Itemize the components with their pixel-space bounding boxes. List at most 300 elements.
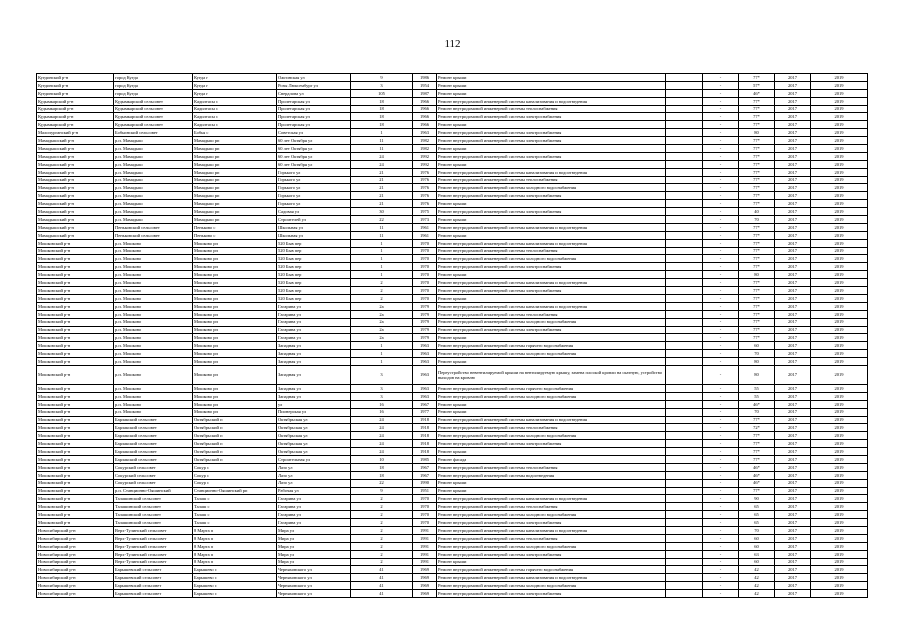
- cell-street: 520 Быв пер: [277, 279, 351, 287]
- cell-work-type: Ремонт внутридомовой инженерной системы теплоснабжения: [437, 534, 666, 542]
- cell-settlement: Барышевский сельсовет: [114, 582, 193, 590]
- cell-percent: 77*: [739, 152, 775, 160]
- cell-blank: [666, 408, 703, 416]
- cell-year-start: 2017: [775, 400, 811, 408]
- cell-street: Западная ул: [277, 365, 351, 384]
- cell-locality: Пеньково с: [193, 231, 277, 239]
- cell-percent: 77*: [739, 121, 775, 129]
- cell-district: Мошковский р-н: [37, 263, 114, 271]
- table-row: [37, 511, 868, 519]
- cell-year-built: 1918: [413, 448, 437, 456]
- cell-percent: 42: [739, 574, 775, 582]
- cell-year-built: 1969: [413, 566, 437, 574]
- cell-street: Черняховского ул: [277, 582, 351, 590]
- cell-house-number: 41: [351, 582, 413, 590]
- table-row: [37, 471, 868, 479]
- cell-blank: [666, 152, 703, 160]
- cell-district: Мамадышский р-н: [37, 208, 114, 216]
- cell-year-built: 1991: [413, 542, 437, 550]
- cell-house-number: 105: [351, 89, 413, 97]
- table-row: [37, 81, 868, 89]
- table-row: [37, 400, 868, 408]
- table-row: [37, 145, 868, 153]
- cell-street: 520 Быв пер: [277, 287, 351, 295]
- cell-year-start: 2017: [775, 350, 811, 358]
- cell-district: Мошковский р-н: [37, 384, 114, 392]
- cell-house-number: 2: [351, 550, 413, 558]
- cell-settlement: город Куеда: [114, 89, 193, 97]
- cell-house-number: 24: [351, 160, 413, 168]
- cell-work-type: Ремонт внутридомовой инженерной системы теплоснабжения: [437, 503, 666, 511]
- cell-house-number: 2а: [351, 326, 413, 334]
- cell-work-type: Ремонт крыши: [437, 448, 666, 456]
- cell-district: Мошковский р-н: [37, 279, 114, 287]
- cell-district: Куединский р-н: [37, 81, 114, 89]
- cell-district: Новосибирский р-н: [37, 590, 114, 598]
- cell-settlement: Барлакский сельсовет: [114, 440, 193, 448]
- cell-blank: [666, 590, 703, 598]
- cell-locality: Октябрьский п: [193, 440, 277, 448]
- cell-street: Пролетарская ул: [277, 113, 351, 121]
- cell-year-end: 2019: [811, 318, 868, 326]
- cell-locality: Мошково рп: [193, 239, 277, 247]
- cell-year-built: 1979: [413, 334, 437, 342]
- cell-year-start: 2017: [775, 105, 811, 113]
- cell-year-start: 2017: [775, 168, 811, 176]
- cell-settlement: Бобьинский сельсовет: [114, 129, 193, 137]
- cell-year-start: 2017: [775, 463, 811, 471]
- cell-street: Школьная ул: [277, 223, 351, 231]
- cell-year-built: 1970: [413, 495, 437, 503]
- cell-district: Новосибирский р-н: [37, 566, 114, 574]
- cell-percent: 77*: [739, 168, 775, 176]
- cell-blank: [666, 129, 703, 137]
- cell-percent: 65: [739, 503, 775, 511]
- cell-blank: [666, 310, 703, 318]
- cell-year-start: 2017: [775, 519, 811, 527]
- cell-work-type: Ремонт крыши: [437, 487, 666, 495]
- cell-year-end: 2019: [811, 479, 868, 487]
- cell-house-number: 21: [351, 200, 413, 208]
- cell-year-end: 2019: [811, 287, 868, 295]
- cell-work-type: Ремонт крыши: [437, 558, 666, 566]
- cell-house-number: 2: [351, 534, 413, 542]
- cell-percent: 60: [739, 542, 775, 550]
- cell-work-type: Ремонт внутридомовой инженерной системы теплоснабжения: [437, 247, 666, 255]
- cell-street: Лазо ул: [277, 463, 351, 471]
- cell-street: Строителей ул: [277, 216, 351, 224]
- cell-house-number: 21: [351, 184, 413, 192]
- cell-settlement: Барлакский сельсовет: [114, 432, 193, 440]
- cell-house-number: 41: [351, 590, 413, 598]
- cell-percent: 80: [739, 365, 775, 384]
- cell-dash: -: [703, 81, 739, 89]
- cell-settlement: р.п. Мошково: [114, 294, 193, 302]
- cell-house-number: 21: [351, 168, 413, 176]
- cell-street: Западная ул: [277, 392, 351, 400]
- cell-street: Горького ул: [277, 184, 351, 192]
- cell-dash: -: [703, 294, 739, 302]
- cell-year-end: 2019: [811, 271, 868, 279]
- cell-year-start: 2017: [775, 247, 811, 255]
- cell-locality: Барышево с: [193, 574, 277, 582]
- cell-settlement: р.п. Мошково: [114, 263, 193, 271]
- cell-street: Лазо ул: [277, 471, 351, 479]
- cell-percent: 55: [739, 384, 775, 392]
- cell-dash: -: [703, 400, 739, 408]
- cell-house-number: 2а: [351, 310, 413, 318]
- cell-locality: Мошково рп: [193, 310, 277, 318]
- cell-year-start: 2017: [775, 487, 811, 495]
- cell-year-start: 2017: [775, 216, 811, 224]
- cell-district: Мошковский р-н: [37, 511, 114, 519]
- cell-locality: Мошково рп: [193, 342, 277, 350]
- cell-year-end: 2019: [811, 231, 868, 239]
- cell-blank: [666, 416, 703, 424]
- cell-blank: [666, 137, 703, 145]
- cell-locality: Талаш с: [193, 503, 277, 511]
- cell-percent: 77*: [739, 318, 775, 326]
- cell-blank: [666, 318, 703, 326]
- cell-year-built: 1970: [413, 503, 437, 511]
- cell-percent: 77*: [739, 192, 775, 200]
- cell-year-start: 2017: [775, 184, 811, 192]
- cell-work-type: Ремонт внутридомовой инженерной системы электроснабжения: [437, 152, 666, 160]
- cell-year-built: 1969: [413, 590, 437, 598]
- cell-percent: 90: [739, 495, 775, 503]
- cell-blank: [666, 168, 703, 176]
- cell-locality: Барышево с: [193, 582, 277, 590]
- cell-work-type: Переустройство невентилируемой крыши на вентилируемую крышу, замена плоской кровли на скатную, устройство выходов на кровлю: [437, 365, 666, 384]
- table-row: [37, 455, 868, 463]
- cell-year-start: 2017: [775, 294, 811, 302]
- cell-year-start: 2017: [775, 542, 811, 550]
- cell-blank: [666, 208, 703, 216]
- cell-street: Черняховского ул: [277, 574, 351, 582]
- table-row: [37, 192, 868, 200]
- cell-street: Мира ул: [277, 550, 351, 558]
- cell-dash: -: [703, 302, 739, 310]
- cell-percent: 55: [739, 392, 775, 400]
- cell-year-end: 2019: [811, 113, 868, 121]
- cell-blank: [666, 384, 703, 392]
- cell-locality: Кадилтасы с: [193, 121, 277, 129]
- cell-house-number: 2а: [351, 318, 413, 326]
- table-row: [37, 287, 868, 295]
- cell-settlement: р.п. Мамадыш: [114, 208, 193, 216]
- cell-year-end: 2019: [811, 279, 868, 287]
- table-row: [37, 416, 868, 424]
- cell-year-end: 2019: [811, 334, 868, 342]
- cell-year-start: 2017: [775, 550, 811, 558]
- cell-locality: Барышево с: [193, 566, 277, 574]
- cell-dash: -: [703, 582, 739, 590]
- cell-blank: [666, 334, 703, 342]
- table-row: [37, 558, 868, 566]
- cell-house-number: 18: [351, 97, 413, 105]
- cell-percent: 63: [739, 550, 775, 558]
- cell-year-start: 2017: [775, 334, 811, 342]
- cell-dash: -: [703, 318, 739, 326]
- cell-district: Новосибирский р-н: [37, 550, 114, 558]
- cell-percent: 77*: [739, 287, 775, 295]
- cell-locality: Мошково рп: [193, 400, 277, 408]
- cell-settlement: р.п. Мошково: [114, 310, 193, 318]
- cell-street: 520 Быв пер: [277, 271, 351, 279]
- cell-year-built: 1979: [413, 326, 437, 334]
- cell-blank: [666, 432, 703, 440]
- cell-house-number: 18: [351, 471, 413, 479]
- cell-work-type: Ремонт крыши: [437, 81, 666, 89]
- cell-dash: -: [703, 534, 739, 542]
- cell-locality: Мошково рп: [193, 334, 277, 342]
- cell-percent: 60: [739, 534, 775, 542]
- cell-percent: 65: [739, 519, 775, 527]
- cell-year-end: 2019: [811, 582, 868, 590]
- repair-schedule-table: [36, 73, 868, 598]
- cell-street: Западная ул: [277, 384, 351, 392]
- cell-year-start: 2017: [775, 566, 811, 574]
- cell-blank: [666, 358, 703, 366]
- cell-dash: -: [703, 408, 739, 416]
- cell-work-type: Ремонт внутридомовой инженерной системы электроснабжения: [437, 129, 666, 137]
- cell-street: 520 Быв пер: [277, 263, 351, 271]
- cell-settlement: р.п. Мошково: [114, 365, 193, 384]
- table-row: [37, 121, 868, 129]
- cell-year-built: 1991: [413, 550, 437, 558]
- cell-work-type: Ремонт внутридомовой инженерной системы электроснабжения: [437, 590, 666, 598]
- cell-street: Мира ул: [277, 526, 351, 534]
- cell-house-number: 2: [351, 495, 413, 503]
- cell-district: Мошковский р-н: [37, 455, 114, 463]
- cell-street: 60 лет Октября ул: [277, 137, 351, 145]
- cell-work-type: Ремонт внутридомовой инженерной системы холодного водоснабжения: [437, 511, 666, 519]
- cell-year-end: 2019: [811, 503, 868, 511]
- cell-year-start: 2017: [775, 358, 811, 366]
- cell-work-type: Ремонт крыши: [437, 334, 666, 342]
- cell-percent: 80: [739, 129, 775, 137]
- cell-street: Октябрьская ул: [277, 432, 351, 440]
- cell-year-built: 1967: [413, 471, 437, 479]
- cell-year-built: 1976: [413, 176, 437, 184]
- cell-district: Мошковский р-н: [37, 365, 114, 384]
- cell-blank: [666, 566, 703, 574]
- cell-settlement: р.п. Мамадыш: [114, 137, 193, 145]
- cell-blank: [666, 487, 703, 495]
- cell-house-number: 24: [351, 416, 413, 424]
- cell-blank: [666, 223, 703, 231]
- cell-house-number: 11: [351, 145, 413, 153]
- cell-work-type: Ремонт внутридомовой инженерной системы канализования и водоотведения: [437, 302, 666, 310]
- cell-dash: -: [703, 432, 739, 440]
- cell-house-number: 3: [351, 81, 413, 89]
- cell-blank: [666, 239, 703, 247]
- cell-work-type: Ремонт внутридомовой инженерной системы теплоснабжения: [437, 105, 666, 113]
- cell-year-built: 1970: [413, 279, 437, 287]
- cell-street: Советская ул: [277, 129, 351, 137]
- cell-blank: [666, 113, 703, 121]
- cell-work-type: Ремонт внутридомовой инженерной системы теплоснабжения: [437, 424, 666, 432]
- cell-locality: Октябрьский п: [193, 424, 277, 432]
- cell-year-start: 2017: [775, 192, 811, 200]
- cell-work-type: Ремонт внутридомовой инженерной системы холодного водоснабжения: [437, 392, 666, 400]
- cell-year-end: 2019: [811, 511, 868, 519]
- cell-district: Мошковский р-н: [37, 487, 114, 495]
- cell-year-built: 1976: [413, 184, 437, 192]
- cell-settlement: р.п. Мошково: [114, 384, 193, 392]
- table-row: [37, 574, 868, 582]
- cell-percent: 77*: [739, 74, 775, 82]
- cell-locality: Октябрьский п: [193, 448, 277, 456]
- cell-street: Октябрьская ул: [277, 424, 351, 432]
- cell-locality: Мошково рп: [193, 255, 277, 263]
- cell-locality: Бобья с: [193, 129, 277, 137]
- cell-year-start: 2017: [775, 310, 811, 318]
- cell-house-number: 11: [351, 223, 413, 231]
- cell-blank: [666, 287, 703, 295]
- cell-blank: [666, 424, 703, 432]
- table-row: [37, 487, 868, 495]
- cell-dash: -: [703, 416, 739, 424]
- cell-year-end: 2019: [811, 487, 868, 495]
- cell-locality: Кадилтасы с: [193, 113, 277, 121]
- cell-settlement: Верх-Тулинский сельсовет: [114, 550, 193, 558]
- cell-percent: 77*: [739, 184, 775, 192]
- cell-district: Мошковский р-н: [37, 471, 114, 479]
- cell-dash: -: [703, 558, 739, 566]
- cell-locality: 8 Марта п: [193, 550, 277, 558]
- cell-year-end: 2019: [811, 455, 868, 463]
- cell-year-built: 1976: [413, 200, 437, 208]
- cell-year-built: 1963: [413, 384, 437, 392]
- cell-year-end: 2019: [811, 358, 868, 366]
- cell-settlement: Верх-Тулинский сельсовет: [114, 526, 193, 534]
- cell-blank: [666, 231, 703, 239]
- cell-street: Октябрьская ул: [277, 440, 351, 448]
- cell-blank: [666, 534, 703, 542]
- cell-year-start: 2017: [775, 318, 811, 326]
- cell-blank: [666, 271, 703, 279]
- cell-work-type: Ремонт крыши: [437, 479, 666, 487]
- cell-district: Новосибирский р-н: [37, 558, 114, 566]
- cell-year-built: 1966: [413, 113, 437, 121]
- cell-year-built: 1990: [413, 479, 437, 487]
- cell-house-number: 1: [351, 263, 413, 271]
- cell-blank: [666, 440, 703, 448]
- cell-district: Мошковский р-н: [37, 440, 114, 448]
- cell-street: Западная ул: [277, 358, 351, 366]
- cell-year-start: 2017: [775, 200, 811, 208]
- cell-work-type: Ремонт внутридомовой инженерной системы холодного водоснабжения: [437, 350, 666, 358]
- cell-district: Кудымкарский р-н: [37, 105, 114, 113]
- cell-blank: [666, 105, 703, 113]
- cell-work-type: Ремонт внутридомовой инженерной системы холодного водоснабжения: [437, 582, 666, 590]
- cell-district: Мошковский р-н: [37, 342, 114, 350]
- cell-district: Мошковский р-н: [37, 318, 114, 326]
- cell-year-built: 1961: [413, 231, 437, 239]
- cell-locality: Сокур с: [193, 463, 277, 471]
- cell-blank: [666, 279, 703, 287]
- cell-dash: -: [703, 479, 739, 487]
- cell-year-start: 2017: [775, 145, 811, 153]
- cell-blank: [666, 81, 703, 89]
- cell-street: Гагарина ул: [277, 519, 351, 527]
- cell-district: Новосибирский р-н: [37, 582, 114, 590]
- cell-district: Мошковский р-н: [37, 424, 114, 432]
- table-row: [37, 526, 868, 534]
- cell-settlement: Кудымкарский сельсовет: [114, 97, 193, 105]
- cell-year-end: 2019: [811, 326, 868, 334]
- cell-house-number: 30: [351, 208, 413, 216]
- cell-house-number: 3: [351, 384, 413, 392]
- table-row: [37, 302, 868, 310]
- table-row: [37, 113, 868, 121]
- cell-percent: 70: [739, 526, 775, 534]
- cell-year-end: 2019: [811, 566, 868, 574]
- table-row: [37, 495, 868, 503]
- cell-year-end: 2019: [811, 81, 868, 89]
- cell-year-start: 2017: [775, 74, 811, 82]
- cell-house-number: 22: [351, 479, 413, 487]
- cell-year-start: 2017: [775, 582, 811, 590]
- cell-year-start: 2017: [775, 448, 811, 456]
- cell-house-number: 24: [351, 448, 413, 456]
- cell-dash: -: [703, 97, 739, 105]
- cell-year-end: 2019: [811, 424, 868, 432]
- cell-year-start: 2017: [775, 271, 811, 279]
- cell-locality: Мошково рп: [193, 287, 277, 295]
- cell-work-type: Ремонт крыши: [437, 231, 666, 239]
- cell-settlement: р.п. Мошково: [114, 350, 193, 358]
- cell-blank: [666, 519, 703, 527]
- cell-locality: Талаш с: [193, 495, 277, 503]
- cell-house-number: 9: [351, 74, 413, 82]
- cell-work-type: Ремонт внутридомовой инженерной системы канализования и водоотведения: [437, 239, 666, 247]
- cell-blank: [666, 200, 703, 208]
- cell-blank: [666, 542, 703, 550]
- cell-work-type: Ремонт внутридомовой инженерной системы холодного водоснабжения: [437, 432, 666, 440]
- cell-dash: -: [703, 440, 739, 448]
- cell-district: Мамадышский р-н: [37, 176, 114, 184]
- cell-year-start: 2017: [775, 287, 811, 295]
- cell-work-type: Ремонт крыши: [437, 400, 666, 408]
- cell-locality: Мошково рп: [193, 392, 277, 400]
- cell-locality: Мошково рп: [193, 294, 277, 302]
- cell-house-number: 21: [351, 192, 413, 200]
- cell-district: Мамадышский р-н: [37, 192, 114, 200]
- cell-percent: 77*: [739, 113, 775, 121]
- cell-street: Гагарина ул: [277, 334, 351, 342]
- cell-dash: -: [703, 239, 739, 247]
- cell-locality: Мошково рп: [193, 279, 277, 287]
- cell-year-start: 2017: [775, 511, 811, 519]
- cell-settlement: Талашинский сельсовет: [114, 519, 193, 527]
- cell-work-type: Ремонт крыши: [437, 358, 666, 366]
- cell-year-start: 2017: [775, 440, 811, 448]
- cell-percent: 60: [739, 558, 775, 566]
- cell-percent: 46*: [739, 89, 775, 97]
- cell-year-end: 2019: [811, 392, 868, 400]
- cell-year-end: 2019: [811, 432, 868, 440]
- table-row: [37, 310, 868, 318]
- cell-work-type: Ремонт внутридомовой инженерной системы канализования и водоотведения: [437, 416, 666, 424]
- cell-blank: [666, 326, 703, 334]
- cell-district: Мошковский р-н: [37, 302, 114, 310]
- cell-district: Мошковский р-н: [37, 310, 114, 318]
- cell-blank: [666, 97, 703, 105]
- table-row: [37, 440, 868, 448]
- cell-work-type: Ремонт крыши: [437, 294, 666, 302]
